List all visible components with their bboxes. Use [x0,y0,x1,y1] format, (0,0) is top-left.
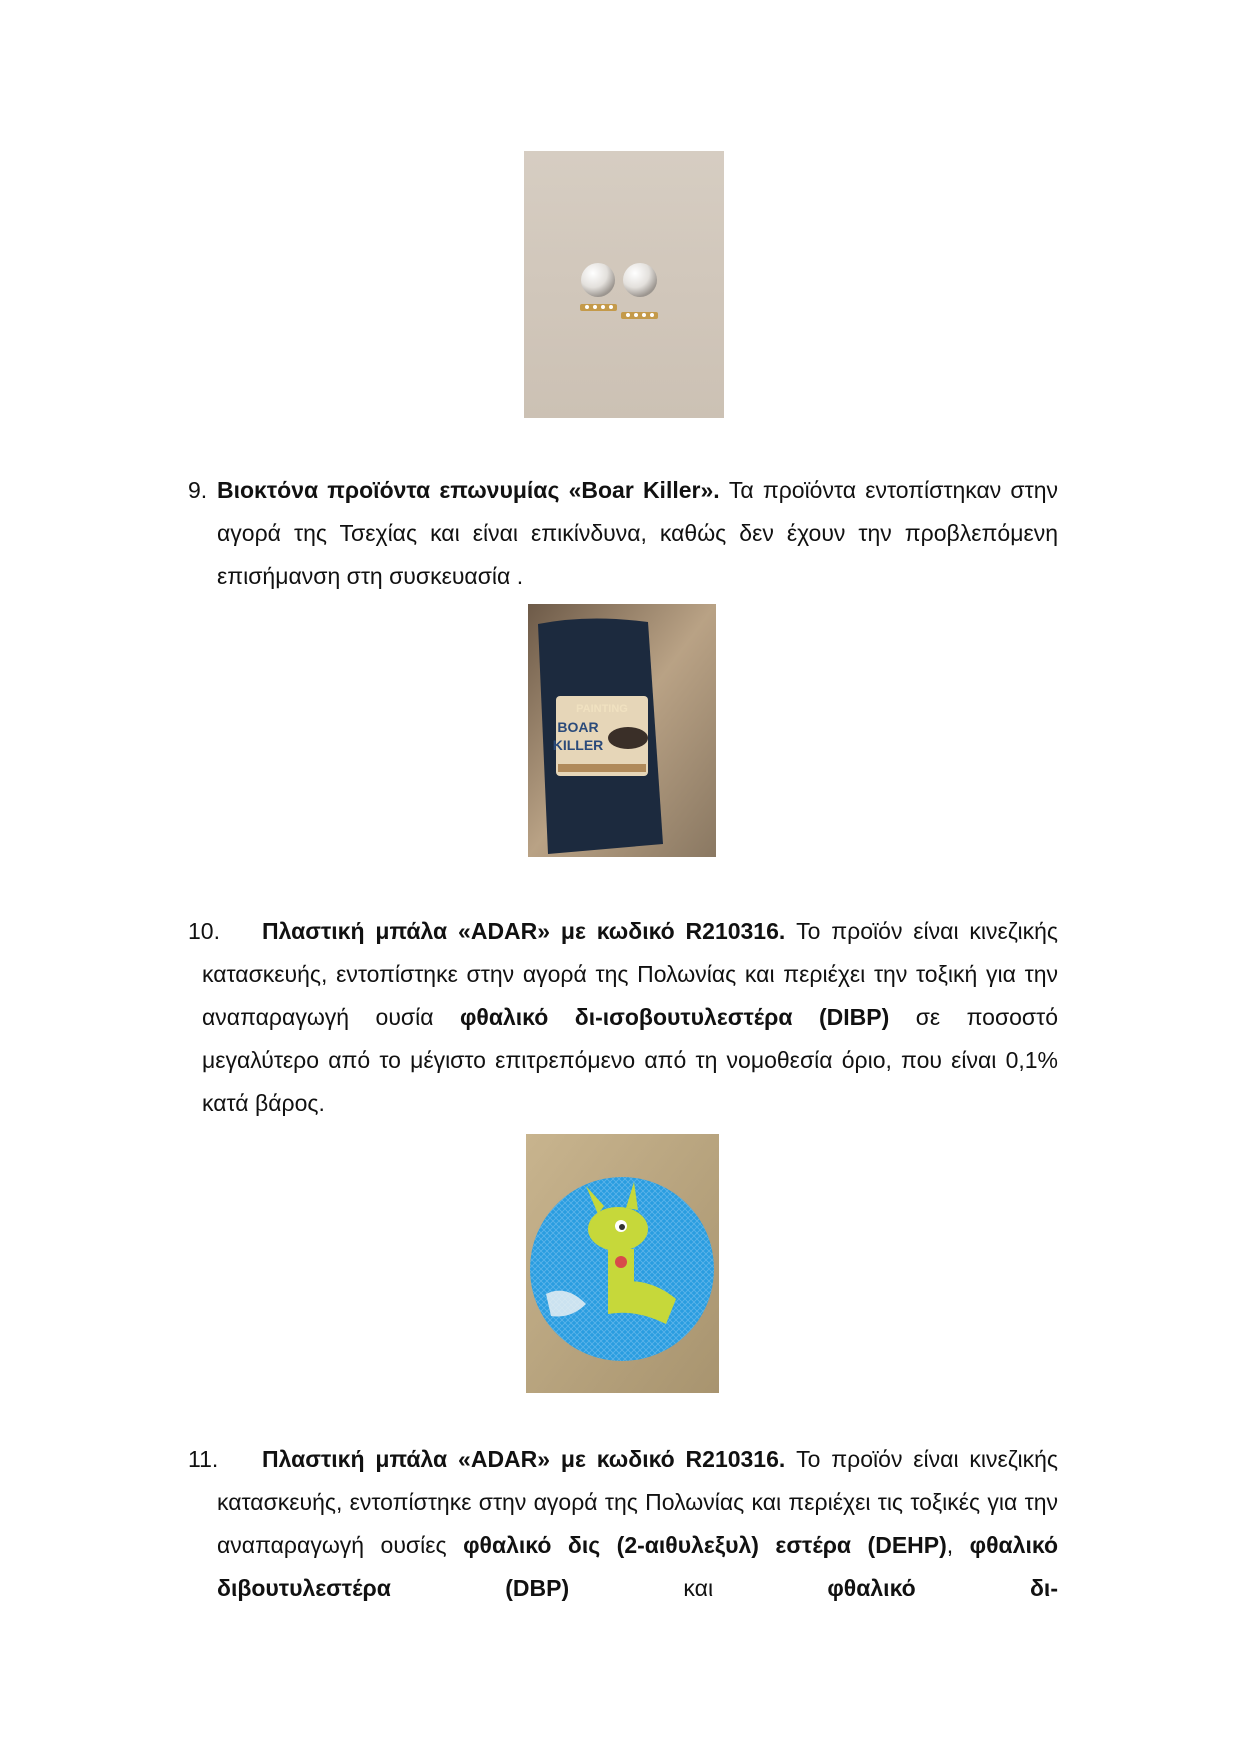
item-11-substance-3: φθαλικό δι- [827,1575,1058,1601]
item-11-number: 11. [188,1446,219,1472]
item-10-body-2: σε ποσοστό μεγαλύτερο από το μέγιστο επιτρεπόμενο από τη νομοθεσία όριο, που είναι 0,1% κατά βάρος. [202,1004,1058,1116]
bag-brand-text: PAINTING [576,703,628,715]
bag-line1-text: BOAR [557,719,599,735]
boar-killer-photo [528,604,716,857]
item-9-number: 9. [188,477,208,503]
item-11-title: Πλαστική μπάλα «ADAR» με κωδικό R210316. [262,1446,786,1472]
item-9-text [217,469,1058,598]
item-10-title: Πλαστική μπάλα «ADAR» με κωδικό R210316. [262,918,786,944]
ball-photo [526,1134,719,1393]
item-11-body-1: Το προϊόν είναι κινεζικής κατασκευής, εντοπίστηκε στην αγορά της Πολωνίας και περιέχει τις τοξικές για την αναπαραγωγή ουσίες [217,1446,1058,1558]
item-11-sep: , [946,1532,970,1558]
item-11-substance-2: φθαλικό διβουτυλεστέρα (DBP) [217,1532,1058,1601]
item-11-substance-1: φθαλικό δις (2-αιθυλεξυλ) εστέρα (DEHP) [463,1532,947,1558]
item-11-text [217,1438,1058,1610]
item-10-substance: φθαλικό δι-ισοβουτυλεστέρα (DIBP) [459,1004,890,1030]
bag-line2-text: KILLER [552,737,604,753]
item-11-conj: και [569,1575,828,1601]
item-9-title: Βιοκτόνα προϊόντα επωνυμίας «Boar Killer». [217,477,720,503]
earrings-photo [524,151,724,418]
item-10-body-1: Το προϊόν είναι κινεζικής κατασκευής, εντοπίστηκε στην αγορά της Πολωνίας και περιέχει την τοξική για την αναπαραγωγή ουσία [202,918,1058,1030]
item-9-body: Τα προϊόντα εντοπίστηκαν στην αγορά της Τσεχίας και είναι επικίνδυνα, καθώς δεν έχουν την προβλεπόμενη επισήμανση στη συσκευασία . [217,477,1058,589]
item-10-number: 10. [188,918,220,944]
item-10-text [202,910,1058,1125]
